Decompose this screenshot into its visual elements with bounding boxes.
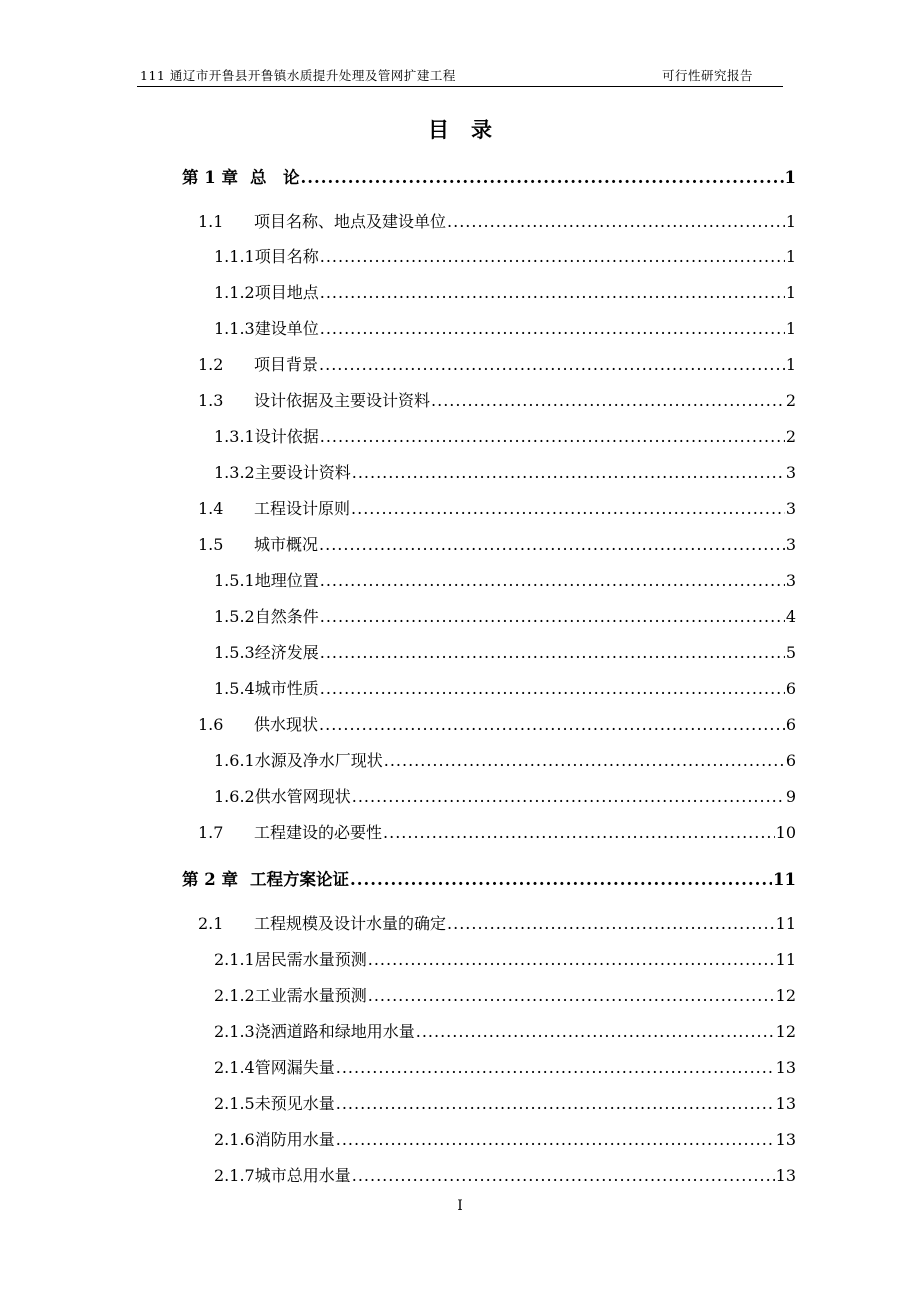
toc-dot-leader bbox=[447, 210, 785, 234]
toc-dot-leader bbox=[320, 641, 785, 665]
toc-entry[interactable] bbox=[214, 1164, 796, 1188]
toc-entry-title: 设计依据及主要设计资料 bbox=[254, 391, 431, 410]
toc-entry-page: 4 bbox=[785, 607, 796, 626]
toc-entry[interactable] bbox=[214, 281, 796, 305]
toc-dot-leader bbox=[351, 497, 785, 521]
toc-entry-page: 6 bbox=[785, 679, 796, 698]
toc-entry-title: 经济发展 bbox=[254, 643, 319, 662]
toc-entry-page: 1 bbox=[785, 283, 796, 302]
toc-entry-page: 2 bbox=[785, 427, 796, 446]
toc-entry-page: 1 bbox=[785, 319, 796, 338]
toc-entry-number: 2.1.1 bbox=[214, 950, 255, 969]
toc-entry[interactable] bbox=[198, 821, 796, 845]
toc-entry-number: 1.1.1 bbox=[214, 247, 255, 266]
toc-entry-number: 1.3 bbox=[198, 391, 224, 410]
toc-entry-number: 1.3.1 bbox=[214, 427, 255, 446]
toc-entry[interactable] bbox=[198, 497, 796, 521]
toc-entry[interactable] bbox=[214, 605, 796, 629]
page-header bbox=[137, 62, 783, 87]
toc-entry-page: 5 bbox=[785, 643, 796, 662]
toc-entry-number: 1.5.3 bbox=[214, 643, 255, 662]
toc-entry-page: 9 bbox=[785, 787, 796, 806]
toc-entry-title: 居民需水量预测 bbox=[254, 950, 367, 969]
toc-entry-number: 1.5.2 bbox=[214, 607, 255, 626]
toc-dot-leader bbox=[352, 785, 785, 809]
toc-entry-title: 建设单位 bbox=[254, 319, 319, 338]
toc-entry-title: 未预见水量 bbox=[254, 1094, 335, 1113]
toc-entry-title: 项目名称 bbox=[254, 247, 319, 266]
toc-entry-page: 11 bbox=[773, 870, 796, 889]
toc-dot-leader bbox=[384, 749, 785, 773]
toc-entry-title: 总 论 bbox=[249, 168, 300, 187]
toc-entry-title: 主要设计资料 bbox=[254, 463, 351, 482]
toc-entry-number: 1.5.4 bbox=[214, 679, 255, 698]
toc-entry-number: 1.5.1 bbox=[214, 571, 255, 590]
toc-entry-page: 1 bbox=[785, 247, 796, 266]
toc-entry-number: 2.1.5 bbox=[214, 1094, 255, 1113]
toc-entry-number: 第 2 章 bbox=[182, 870, 238, 889]
toc-dot-leader bbox=[368, 984, 775, 1008]
toc-entry-page: 12 bbox=[775, 1022, 796, 1041]
toc-dot-leader bbox=[431, 389, 785, 413]
toc-entry-number: 2.1.7 bbox=[214, 1166, 255, 1185]
toc-entry-title: 项目地点 bbox=[254, 283, 319, 302]
toc-dot-leader bbox=[352, 1164, 775, 1188]
toc-entry-number: 1.6 bbox=[198, 715, 224, 734]
toc-entry-number: 1.1 bbox=[198, 212, 224, 231]
toc-entry-number: 1.1.3 bbox=[214, 319, 255, 338]
toc-entry-title: 供水管网现状 bbox=[254, 787, 351, 806]
toc-entry[interactable] bbox=[198, 210, 796, 234]
toc-dot-leader bbox=[352, 461, 785, 485]
toc-entry[interactable] bbox=[198, 389, 796, 413]
toc-entry-number: 1.1.2 bbox=[214, 283, 255, 302]
toc-entry-number: 2.1.3 bbox=[214, 1022, 255, 1041]
toc-entry-page: 1 bbox=[785, 212, 796, 231]
toc-entry[interactable] bbox=[214, 569, 796, 593]
toc-entry-number: 2.1 bbox=[198, 914, 224, 933]
toc-entry-title: 设计依据 bbox=[254, 427, 319, 446]
header-document-title: 111 通辽市开鲁县开鲁镇水质提升处理及管网扩建工程 bbox=[140, 68, 456, 83]
toc-dot-leader bbox=[320, 425, 785, 449]
toc-dot-leader bbox=[319, 353, 785, 377]
toc-entry[interactable] bbox=[214, 1092, 796, 1116]
toc-entry-page: 13 bbox=[775, 1166, 796, 1185]
toc-entry-title: 城市性质 bbox=[254, 679, 319, 698]
toc-entry-title: 自然条件 bbox=[254, 607, 319, 626]
toc-entry-title: 地理位置 bbox=[254, 571, 319, 590]
toc-entry-title: 项目名称、地点及建设单位 bbox=[254, 212, 447, 231]
toc-entry-page: 13 bbox=[775, 1094, 796, 1113]
toc-entry[interactable] bbox=[182, 166, 796, 190]
toc-entry[interactable] bbox=[198, 533, 796, 557]
toc-entry-title: 工程设计原则 bbox=[254, 499, 351, 518]
toc-entry-title: 城市概况 bbox=[254, 535, 319, 554]
toc-entry-page: 2 bbox=[785, 391, 796, 410]
toc-entry-number: 2.1.4 bbox=[214, 1058, 255, 1077]
toc-entry-page: 3 bbox=[785, 571, 796, 590]
toc-entry-page: 6 bbox=[785, 751, 796, 770]
toc-entry-page: 13 bbox=[775, 1058, 796, 1077]
toc-entry[interactable] bbox=[214, 749, 796, 773]
toc-entry[interactable] bbox=[198, 353, 796, 377]
toc-entry[interactable] bbox=[214, 785, 796, 809]
toc-dot-leader bbox=[336, 1056, 775, 1080]
toc-entry-title: 工程建设的必要性 bbox=[254, 823, 383, 842]
toc-dot-leader bbox=[319, 533, 785, 557]
toc-dot-leader bbox=[319, 713, 785, 737]
toc-entry[interactable] bbox=[214, 677, 796, 701]
toc-entry-page: 3 bbox=[785, 499, 796, 518]
toc-entry[interactable] bbox=[214, 1128, 796, 1152]
toc-dot-leader bbox=[320, 281, 785, 305]
toc-entry-number: 1.6.1 bbox=[214, 751, 255, 770]
page-number: I bbox=[457, 1198, 463, 1214]
toc-entry-page: 1 bbox=[785, 355, 796, 374]
toc-entry-title: 浇洒道路和绿地用水量 bbox=[254, 1022, 415, 1041]
toc-entry-title: 管网漏失量 bbox=[254, 1058, 335, 1077]
toc-entry[interactable] bbox=[214, 425, 796, 449]
toc-dot-leader bbox=[300, 166, 783, 190]
toc-entry-number: 2.1.2 bbox=[214, 986, 255, 1005]
toc-entry-title: 城市总用水量 bbox=[254, 1166, 351, 1185]
toc-entry-title: 消防用水量 bbox=[254, 1130, 335, 1149]
toc-entry[interactable] bbox=[214, 948, 796, 972]
toc-dot-leader bbox=[416, 1020, 775, 1044]
toc-entry-title: 水源及净水厂现状 bbox=[254, 751, 383, 770]
toc-entry[interactable] bbox=[198, 912, 796, 936]
toc-dot-leader bbox=[368, 948, 775, 972]
page-title: 目录 bbox=[428, 117, 514, 142]
toc-entry-number: 1.3.2 bbox=[214, 463, 255, 482]
toc-dot-leader bbox=[320, 317, 785, 341]
toc-entry-page: 13 bbox=[775, 1130, 796, 1149]
toc-dot-leader bbox=[336, 1128, 775, 1152]
toc-entry-title: 工程方案论证 bbox=[249, 870, 349, 889]
toc-entry-page: 10 bbox=[775, 823, 796, 842]
toc-entry-number: 第 1 章 bbox=[182, 168, 238, 187]
toc-entry-number: 1.7 bbox=[198, 823, 224, 842]
toc-dot-leader bbox=[383, 821, 775, 845]
toc-entry-page: 11 bbox=[775, 950, 796, 969]
toc-entry-page: 6 bbox=[785, 715, 796, 734]
toc-entry[interactable] bbox=[198, 713, 796, 737]
toc-entry-number: 2.1.6 bbox=[214, 1130, 255, 1149]
toc-entry-number: 1.5 bbox=[198, 535, 224, 554]
toc-entry-title: 工业需水量预测 bbox=[254, 986, 367, 1005]
toc-entry-page: 3 bbox=[785, 463, 796, 482]
toc-entry-number: 1.4 bbox=[198, 499, 224, 518]
toc-entry-page: 12 bbox=[775, 986, 796, 1005]
toc-entry-title: 供水现状 bbox=[254, 715, 319, 734]
toc-entry[interactable] bbox=[214, 1020, 796, 1044]
toc-entry-page: 3 bbox=[785, 535, 796, 554]
toc-entry[interactable] bbox=[214, 1056, 796, 1080]
toc-dot-leader bbox=[350, 868, 772, 892]
toc-entry-page: 1 bbox=[784, 168, 796, 187]
toc-entry[interactable] bbox=[214, 245, 796, 269]
header-report-type: 可行性研究报告 bbox=[661, 68, 753, 83]
toc-entry[interactable] bbox=[214, 641, 796, 665]
toc-entry-number: 1.6.2 bbox=[214, 787, 255, 806]
toc-entry-title: 工程规模及设计水量的确定 bbox=[254, 914, 447, 933]
toc-entry-title: 项目背景 bbox=[254, 355, 319, 374]
toc-dot-leader bbox=[447, 912, 775, 936]
toc-entry[interactable] bbox=[214, 461, 796, 485]
toc-dot-leader bbox=[336, 1092, 775, 1116]
toc-dot-leader bbox=[320, 569, 785, 593]
toc-entry[interactable] bbox=[182, 868, 796, 892]
toc-entry-number: 1.2 bbox=[198, 355, 224, 374]
toc-dot-leader bbox=[320, 677, 785, 701]
toc-entry[interactable] bbox=[214, 984, 796, 1008]
toc-entry[interactable] bbox=[214, 317, 796, 341]
toc-dot-leader bbox=[320, 245, 785, 269]
toc-entry-page: 11 bbox=[775, 914, 796, 933]
toc-dot-leader bbox=[320, 605, 785, 629]
